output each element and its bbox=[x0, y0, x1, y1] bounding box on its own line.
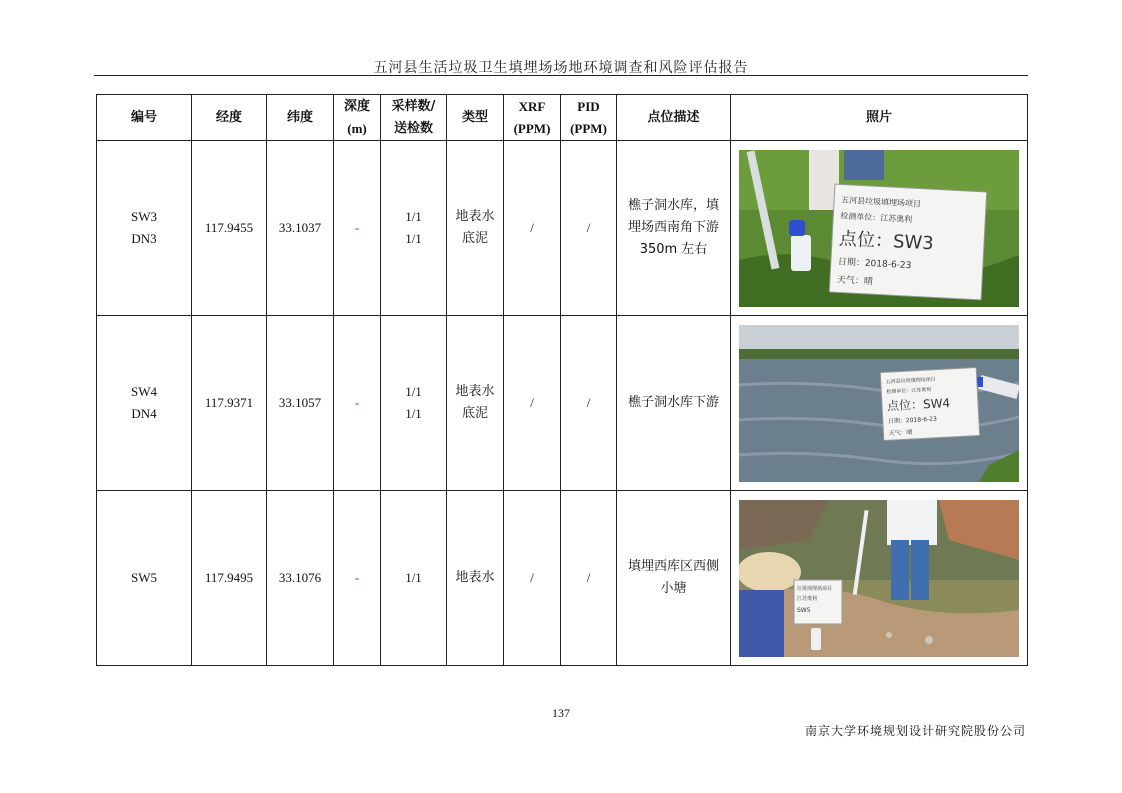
cell-depth: - bbox=[334, 141, 381, 316]
type-2: 底泥 bbox=[461, 406, 488, 421]
cell-count bbox=[381, 141, 447, 316]
cell-lon: 117.9495 bbox=[192, 491, 267, 666]
cell-desc: 填埋西库区西侧小塘 bbox=[617, 491, 731, 666]
table-row bbox=[97, 316, 1028, 491]
count-2: 1/1 bbox=[405, 406, 422, 421]
report-title: 五河县生活垃圾卫生填埋场场地环境调查和风险评估报告 bbox=[373, 60, 749, 76]
cell-pid: / bbox=[561, 141, 617, 316]
col-header-count-line2: 送检数 bbox=[393, 120, 433, 136]
count-1: 1/1 bbox=[405, 384, 422, 399]
sample-id: SW4 bbox=[131, 384, 157, 399]
board-line3: SW5 bbox=[797, 606, 811, 614]
site-photo-sw4 bbox=[739, 325, 1019, 482]
cell-lon: 117.9455 bbox=[192, 141, 267, 316]
board-line2: 检测单位：江苏奥利 bbox=[886, 386, 932, 395]
cell-photo bbox=[731, 491, 1028, 666]
col-header-photo: 照片 bbox=[731, 95, 1028, 141]
col-header-depth-unit: (m) bbox=[347, 121, 367, 136]
cell-desc: 樵子洞水库下游 bbox=[617, 316, 731, 491]
cell-lon: 117.9371 bbox=[192, 316, 267, 491]
cell-lat: 33.1057 bbox=[267, 316, 334, 491]
cell-id bbox=[97, 316, 192, 491]
board-line1: 五河县垃圾填埋场项目 bbox=[840, 194, 922, 209]
cell-id bbox=[97, 491, 192, 666]
cell-count bbox=[381, 316, 447, 491]
col-header-depth-label: 深度 bbox=[343, 99, 370, 114]
col-header-xrf-label: XRF bbox=[518, 98, 546, 114]
board-line4: 日期：2018-6-23 bbox=[837, 256, 912, 271]
cell-pid: / bbox=[561, 316, 617, 491]
cell-id bbox=[97, 141, 192, 316]
sample-id: SW5 bbox=[131, 570, 157, 585]
col-header-xrf bbox=[504, 95, 561, 141]
col-header-lat: 纬度 bbox=[267, 95, 334, 141]
board-line1: 垃圾填埋场项目 bbox=[797, 585, 833, 592]
header-rule bbox=[94, 75, 1028, 76]
col-header-desc: 点位描述 bbox=[617, 95, 731, 141]
table-row bbox=[97, 141, 1028, 316]
cell-lat: 33.1037 bbox=[267, 141, 334, 316]
type-1: 地表水 bbox=[455, 384, 495, 399]
col-header-id: 编号 bbox=[97, 95, 192, 141]
table-header-row bbox=[97, 95, 1028, 141]
col-header-xrf-unit: (PPM) bbox=[513, 120, 551, 136]
col-header-count bbox=[381, 95, 447, 141]
cell-desc: 樵子洞水库，填埋场西南角下游350m 左右 bbox=[617, 141, 731, 316]
sample-id-secondary: DN4 bbox=[131, 406, 157, 421]
cell-type bbox=[447, 316, 504, 491]
board-line3: 点位：SW4 bbox=[886, 395, 951, 413]
sample-id: SW3 bbox=[131, 209, 157, 224]
board-line2: 江苏奥利 bbox=[797, 595, 818, 602]
count-2: 1/1 bbox=[405, 231, 422, 246]
table-row bbox=[97, 491, 1028, 666]
sampling-table bbox=[96, 94, 1028, 666]
cell-xrf: / bbox=[504, 141, 561, 316]
cell-xrf: / bbox=[504, 491, 561, 666]
organization-name: 南京大学环境规划设计研究院股份公司 bbox=[804, 724, 1026, 738]
board-line5: 天气：晴 bbox=[888, 428, 913, 437]
cell-photo bbox=[731, 316, 1028, 491]
cell-lat: 33.1076 bbox=[267, 491, 334, 666]
site-photo-sw3 bbox=[739, 150, 1019, 307]
col-header-count-line1: 采样数/ bbox=[391, 98, 436, 114]
cell-type bbox=[447, 141, 504, 316]
board-line5: 天气：晴 bbox=[836, 274, 874, 287]
cell-depth: - bbox=[334, 491, 381, 666]
cell-xrf: / bbox=[504, 316, 561, 491]
col-header-type: 类型 bbox=[447, 95, 504, 141]
col-header-pid-label: PID bbox=[577, 98, 600, 114]
type-1: 地表水 bbox=[455, 209, 495, 224]
cell-count: 1/1 bbox=[381, 491, 447, 666]
col-header-lon: 经度 bbox=[192, 95, 267, 141]
board-line3: 点位：SW3 bbox=[838, 227, 935, 254]
col-header-pid-unit: (PPM) bbox=[570, 120, 607, 136]
board-line1: 五河县垃圾填埋场项目 bbox=[885, 376, 936, 385]
site-photo-sw5 bbox=[739, 500, 1019, 657]
board-line4: 日期：2018-6-23 bbox=[887, 415, 938, 425]
sample-id-secondary: DN3 bbox=[131, 231, 157, 246]
cell-depth: - bbox=[334, 316, 381, 491]
cell-photo bbox=[731, 141, 1028, 316]
board-line2: 检测单位：江苏奥利 bbox=[840, 210, 913, 224]
cell-type: 地表水 bbox=[447, 491, 504, 666]
col-header-pid bbox=[561, 95, 617, 141]
col-header-depth bbox=[334, 95, 381, 141]
cell-pid: / bbox=[561, 491, 617, 666]
type-2: 底泥 bbox=[461, 231, 488, 246]
page-number: 137 bbox=[552, 706, 570, 720]
count-1: 1/1 bbox=[405, 209, 422, 224]
